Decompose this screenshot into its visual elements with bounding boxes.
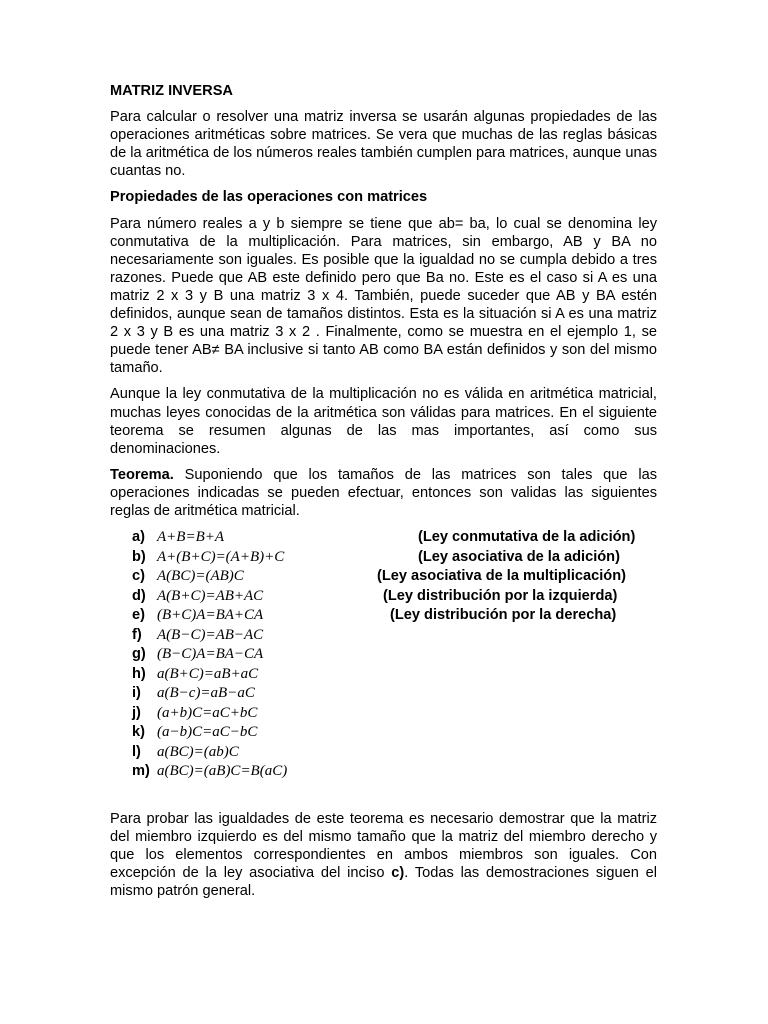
rule-letter: k) — [132, 724, 145, 741]
rule-name: (Ley distribución por la derecha) — [390, 607, 617, 624]
rule-formula: a(B−c)=aB−aC — [157, 685, 255, 702]
rule-formula: a(B+C)=aB+aC — [157, 665, 259, 682]
rule-formula: A(B+C)=AB+AC — [157, 587, 264, 604]
rule-letter: h) — [132, 665, 146, 682]
conclusion-text-1: Para probar las igualdades de este teorema es necesario demostrar que la matriz del miembro izquierdo es del mismo tamaño que la matriz del miembro derecho y que los elementos correspondientes en ambos miembros son iguales. Con excepción de la ley asociativa del inciso — [110, 811, 657, 882]
rule-letter: g) — [132, 646, 146, 663]
rule-formula: (B+C)A=BA+CA — [157, 607, 264, 624]
rule-item — [132, 684, 662, 704]
intro-paragraph: Para calcular o resolver una matriz inversa se usarán algunas propiedades de las operaciones aritméticas sobre matrices. Se vera que muchas de las reglas básicas de la aritmética de los números reales también cumplen para matrices, aunque unas cuantas no. — [110, 109, 657, 180]
conclusion-text-2: . Todas las demostraciones siguen el mismo patrón general. — [110, 865, 658, 900]
rule-formula: (a−b)C=aC−bC — [157, 724, 258, 741]
rule-formula: (a+b)C=aC+bC — [157, 704, 258, 721]
rule-item — [132, 587, 662, 607]
rule-item — [132, 762, 662, 782]
rule-formula: A+B=B+A — [157, 529, 225, 546]
document-body — [110, 82, 657, 909]
rule-item — [132, 645, 662, 665]
rule-item — [132, 723, 662, 743]
rule-letter: f) — [132, 626, 142, 643]
rule-formula: (B−C)A=BA−CA — [157, 646, 264, 663]
rule-letter: j) — [132, 704, 141, 721]
rule-name: (Ley asociativa de la multiplicación) — [377, 568, 626, 585]
section-title: Propiedades de las operaciones con matrices — [110, 189, 428, 206]
theorem-text: Suponiendo que los tamaños de las matrices son tales que las operaciones indicadas se pueden efectuar, entonces son validas las siguientes reglas de aritmética matricial. — [110, 466, 657, 519]
rule-letter: d) — [132, 587, 146, 604]
rule-item — [132, 606, 662, 626]
theorem-paragraph — [110, 466, 657, 520]
commutativity-paragraph: Para número reales a y b siempre se tiene que ab= ba, lo cual se denomina ley conmutativa de la multiplicación. Para matrices, sin embargo, AB y BA no necesariamente son iguales. Es posible que la igualdad no se cumpla debido a tres razones. Puede que AB este definido pero que Ba no. Este es el caso si A es una matriz 2 x 3 y B una matriz 3 x 4. También, puede suceder que AB y BA estén definidos, aunque sean de tamaños distintos. Esta es la situación si A es una matriz 2 x 3 y B es una matriz 3 x 2 . Finalmente, como se muestra en el ejemplo 1, se puede tener AB≠ BA inclusive si tanto AB como BA están definidos y son del mismo tamaño. — [110, 215, 657, 377]
theorem-label: Teorema. — [110, 466, 174, 483]
document-title: MATRIZ INVERSA — [110, 83, 233, 99]
conclusion-paragraph — [110, 810, 657, 900]
rule-item — [132, 567, 662, 587]
rule-item — [132, 548, 662, 568]
rule-item — [132, 665, 662, 685]
rule-letter: e) — [132, 607, 145, 624]
rule-name: (Ley conmutativa de la adición) — [418, 529, 636, 546]
rule-item — [132, 626, 662, 646]
rule-letter: i) — [132, 685, 141, 702]
rule-formula: A(BC)=(AB)C — [157, 568, 244, 585]
rule-name: (Ley distribución por la izquierda) — [383, 587, 618, 604]
rule-formula: A(B−C)=AB−AC — [157, 626, 264, 643]
rule-item — [132, 704, 662, 724]
rule-name: (Ley asociativa de la adición) — [418, 548, 620, 565]
rule-letter: l) — [132, 743, 141, 760]
laws-paragraph: Aunque la ley conmutativa de la multiplicación no es válida en aritmética matricial, muchas leyes conocidas de la aritmética son válidas para matrices. En el siguiente teorema se resumen algunas de las mas importantes, así como sus denominaciones. — [110, 386, 657, 457]
rule-letter: b) — [132, 548, 146, 565]
rules-list — [110, 528, 657, 778]
rule-formula: a(BC)=(aB)C=B(aC) — [157, 763, 288, 780]
conclusion-ref: c) — [391, 865, 405, 882]
rule-item — [132, 743, 662, 763]
rule-item — [132, 528, 662, 548]
rule-letter: c) — [132, 568, 145, 585]
rule-formula: a(BC)=(ab)C — [157, 743, 239, 760]
rule-letter: m) — [132, 763, 150, 780]
rule-formula: A+(B+C)=(A+B)+C — [157, 548, 285, 565]
rule-letter: a) — [132, 529, 145, 546]
